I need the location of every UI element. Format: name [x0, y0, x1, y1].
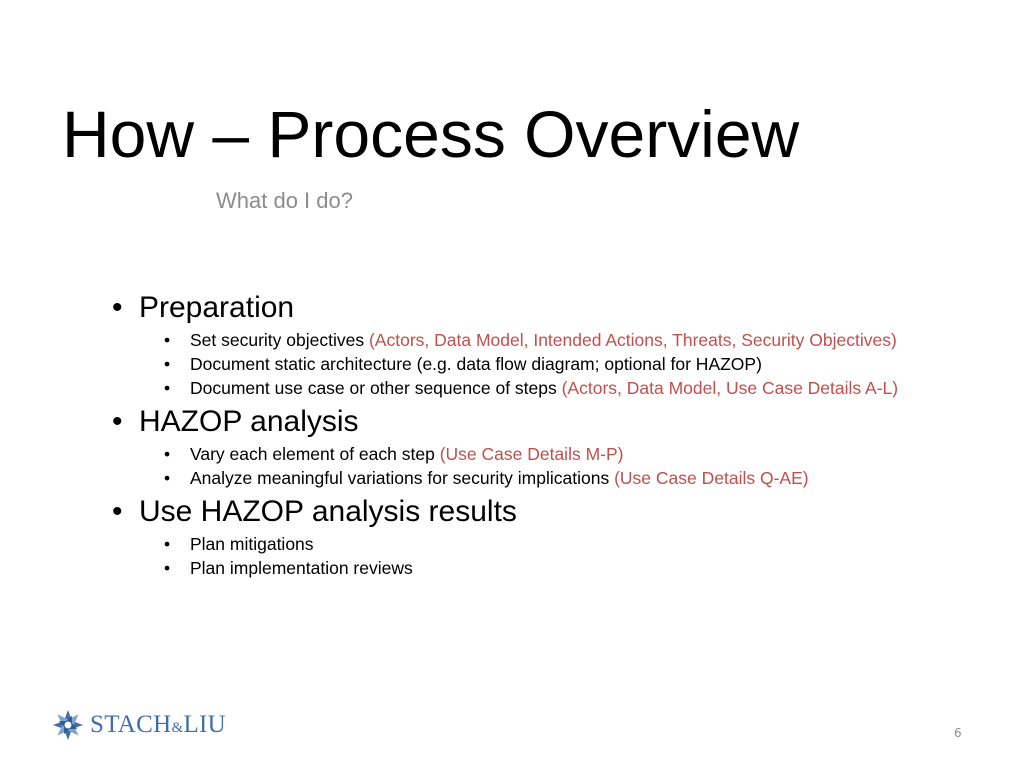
slide-subtitle: What do I do?	[216, 188, 353, 213]
list-item-text: Vary each element of each step	[190, 444, 440, 464]
list-item	[162, 377, 912, 400]
bullet-icon: •	[164, 558, 171, 578]
logo-text-left: STACH	[90, 711, 172, 738]
bullet-icon: •	[164, 534, 171, 554]
list-item-text: Set security objectives	[190, 330, 369, 350]
compass-star-logo-icon	[52, 709, 84, 741]
section-hazop-analysis	[112, 404, 912, 490]
list-item-reference: (Use Case Details M-P)	[439, 444, 624, 464]
list-item-text: Plan implementation reviews	[190, 558, 413, 578]
sub-list	[112, 443, 912, 490]
list-item	[162, 329, 912, 352]
list-item	[162, 467, 912, 490]
page-number: 6	[954, 726, 962, 740]
bullet-icon: •	[112, 291, 123, 324]
section-heading	[112, 494, 912, 530]
sub-list	[112, 533, 912, 580]
list-item-reference: (Use Case Details Q-AE)	[614, 468, 809, 488]
list-item	[162, 443, 912, 466]
bullet-icon: •	[112, 495, 123, 528]
bullet-icon: •	[164, 468, 171, 488]
bullet-icon: •	[164, 330, 171, 350]
company-logo	[52, 709, 226, 741]
list-item	[162, 533, 912, 556]
section-heading	[112, 404, 912, 440]
list-item-content	[190, 533, 912, 556]
list-item	[162, 557, 912, 580]
list-item-content	[190, 329, 912, 352]
list-item-text: Plan mitigations	[190, 534, 314, 554]
list-item-text: Analyze meaningful variations for security implications	[190, 468, 615, 488]
sub-list	[112, 329, 912, 400]
section-heading-text: Use HAZOP analysis results	[139, 495, 517, 528]
list-item-content	[190, 443, 912, 466]
section-heading-text: HAZOP analysis	[139, 405, 359, 438]
slide-title: How – Process Overview	[62, 97, 800, 171]
section-heading	[112, 290, 912, 326]
bullet-content	[112, 290, 912, 584]
bullet-icon: •	[112, 405, 123, 438]
section-preparation	[112, 290, 912, 400]
section-use-results	[112, 494, 912, 580]
bullet-icon: •	[164, 378, 171, 398]
list-item-content	[190, 353, 912, 376]
list-item-content	[190, 557, 912, 580]
list-item	[162, 353, 912, 376]
list-item-text: Document static architecture (e.g. data flow diagram; optional for HAZOP)	[190, 354, 762, 374]
logo-text-right: LIU	[183, 711, 226, 738]
list-item-content	[190, 467, 912, 490]
logo-text-ampersand: &	[171, 720, 184, 736]
bullet-icon: •	[164, 354, 171, 374]
list-item-content	[190, 377, 912, 400]
section-heading-text: Preparation	[139, 291, 295, 324]
list-item-reference: (Actors, Data Model, Intended Actions, Threats, Security Objectives)	[368, 330, 897, 350]
list-item-text: Document use case or other sequence of steps	[190, 378, 562, 398]
bullet-icon: •	[164, 444, 171, 464]
logo-wordmark	[90, 711, 226, 739]
list-item-reference: (Actors, Data Model, Use Case Details A-L)	[561, 378, 899, 398]
